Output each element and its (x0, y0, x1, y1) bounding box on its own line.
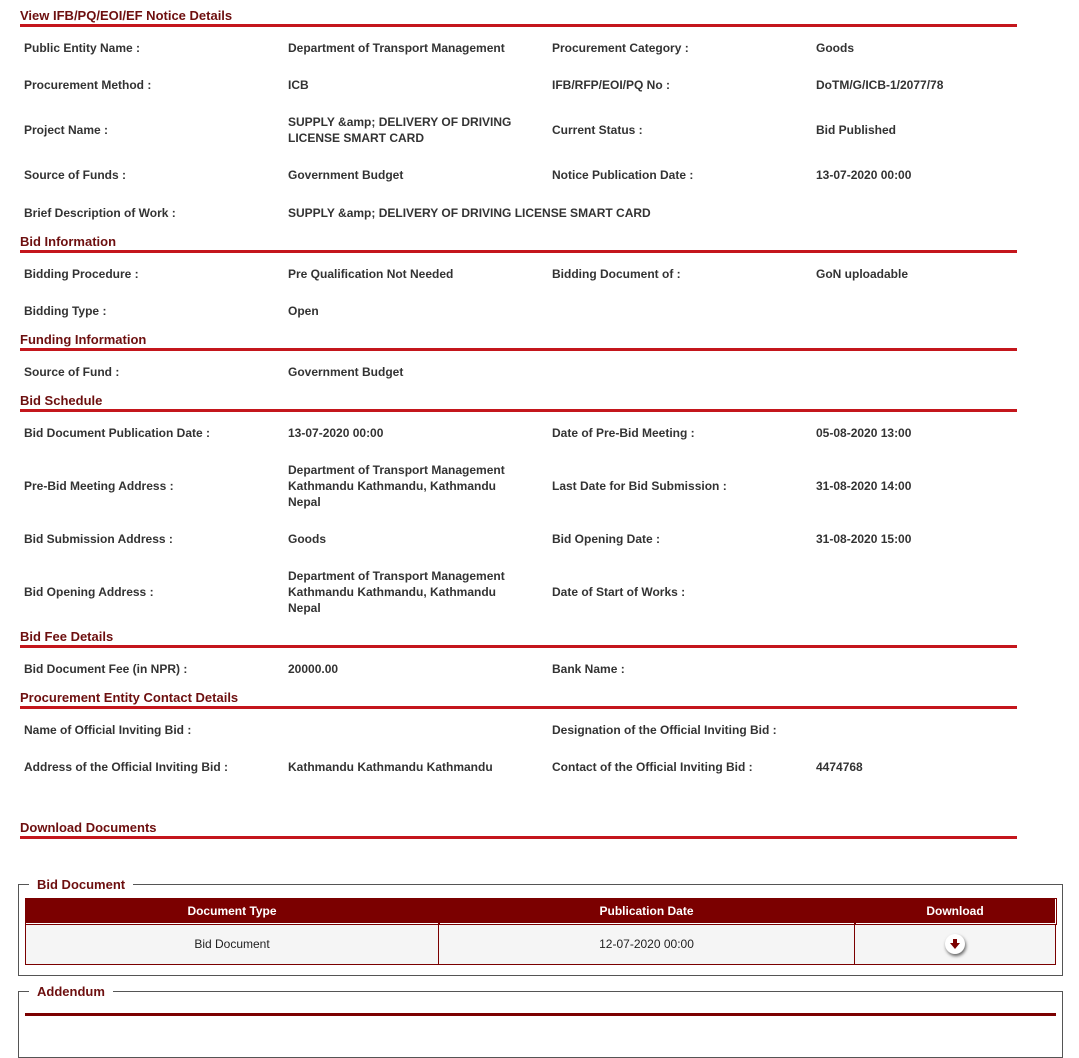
section-bid-fee-details: Bid Fee Details (20, 629, 1017, 648)
bidding-document-of-label: Bidding Document of : (552, 267, 681, 281)
column-header-publication-date: Publication Date (439, 899, 855, 924)
source-of-funds-label: Source of Funds : (24, 168, 126, 182)
bidding-type-value: Open (288, 304, 319, 318)
bid-document-legend: Bid Document (37, 877, 126, 892)
download-arrow-icon[interactable] (945, 934, 965, 954)
bidding-type-label: Bidding Type : (24, 304, 107, 318)
bid-opening-address-label: Bid Opening Address : (24, 585, 154, 599)
addendum-legend: Addendum (37, 984, 105, 999)
pre-bid-meeting-address-value: Department of Transport Management Kathmandu Kathmandu, Kathmandu Nepal (288, 463, 505, 509)
bid-submission-address-label: Bid Submission Address : (24, 532, 173, 546)
project-name-label: Project Name : (24, 123, 109, 137)
column-header-document-type: Document Type (26, 899, 439, 924)
procurement-method-label: Procurement Method : (24, 78, 152, 92)
ifb-number-value: DoTM/G/ICB-1/2077/78 (816, 78, 944, 92)
bid-document-fee-value: 20000.00 (288, 662, 339, 676)
section-bid-information: Bid Information (20, 234, 1017, 253)
document-type-cell: Bid Document (26, 924, 439, 965)
addendum-fieldset (18, 984, 1063, 1058)
official-contact-label: Contact of the Official Inviting Bid : (552, 760, 753, 774)
current-status-label: Current Status : (552, 123, 643, 137)
public-entity-value: Department of Transport Management (288, 41, 505, 55)
bid-submission-address-value: Goods (288, 532, 326, 546)
pre-bid-meeting-date-value: 05-08-2020 13:00 (816, 426, 912, 440)
source-of-funds-value: Government Budget (288, 168, 404, 182)
official-address-label: Address of the Official Inviting Bid : (24, 760, 229, 774)
bid-opening-date-value: 31-08-2020 15:00 (816, 532, 912, 546)
last-submission-date-label: Last Date for Bid Submission : (552, 479, 727, 493)
addendum-table-top (25, 1013, 1056, 1016)
notice-publication-date-label: Notice Publication Date : (552, 168, 694, 182)
procurement-method-value: ICB (288, 78, 309, 92)
source-of-fund-value: Government Budget (288, 365, 404, 379)
bid-opening-date-label: Bid Opening Date : (552, 532, 660, 546)
bidding-procedure-value: Pre Qualification Not Needed (288, 267, 454, 281)
start-of-works-date-label: Date of Start of Works : (552, 585, 686, 599)
ifb-number-label: IFB/RFP/EOI/PQ No : (552, 78, 671, 92)
official-designation-label: Designation of the Official Inviting Bid : (552, 723, 777, 737)
official-name-label: Name of Official Inviting Bid : (24, 723, 192, 737)
brief-description-value: SUPPLY &amp; DELIVERY OF DRIVING LICENSE SMART CARD (288, 206, 651, 220)
project-name-value: SUPPLY &amp; DELIVERY OF DRIVING LICENSE SMART CARD (288, 115, 512, 145)
publication-date-cell: 12-07-2020 00:00 (439, 924, 855, 965)
official-address-value: Kathmandu Kathmandu Kathmandu (288, 760, 493, 774)
current-status-value: Bid Published (816, 123, 897, 137)
section-bid-schedule: Bid Schedule (20, 393, 1017, 412)
bid-document-table (25, 898, 1056, 965)
bid-document-fieldset (18, 877, 1063, 976)
public-entity-label: Public Entity Name : (24, 41, 141, 55)
pre-bid-meeting-address-label: Pre-Bid Meeting Address : (24, 479, 174, 493)
bid-doc-publication-date-label: Bid Document Publication Date : (24, 426, 211, 440)
official-contact-value: 4474768 (816, 760, 863, 774)
bid-document-fee-label: Bid Document Fee (in NPR) : (24, 662, 188, 676)
bidding-document-of-value: GoN uploadable (816, 267, 909, 281)
procurement-category-value: Goods (816, 41, 854, 55)
section-funding-information: Funding Information (20, 332, 1017, 351)
download-cell (855, 924, 1056, 965)
brief-description-label: Brief Description of Work : (24, 206, 176, 220)
section-notice-details: View IFB/PQ/EOI/EF Notice Details (20, 8, 1017, 27)
last-submission-date-value: 31-08-2020 14:00 (816, 479, 912, 493)
bank-name-label: Bank Name : (552, 662, 625, 676)
section-download-documents: Download Documents (20, 820, 1017, 839)
section-contact-details: Procurement Entity Contact Details (20, 690, 1017, 709)
notice-publication-date-value: 13-07-2020 00:00 (816, 168, 912, 182)
column-header-download: Download (855, 899, 1056, 924)
bid-opening-address-value: Department of Transport Management Kathmandu Kathmandu, Kathmandu Nepal (288, 569, 505, 615)
table-row (26, 924, 1056, 965)
bid-doc-publication-date-value: 13-07-2020 00:00 (288, 426, 384, 440)
table-header-row (26, 899, 1056, 924)
procurement-category-label: Procurement Category : (552, 41, 689, 55)
source-of-fund-label: Source of Fund : (24, 365, 120, 379)
pre-bid-meeting-date-label: Date of Pre-Bid Meeting : (552, 426, 695, 440)
bidding-procedure-label: Bidding Procedure : (24, 267, 139, 281)
